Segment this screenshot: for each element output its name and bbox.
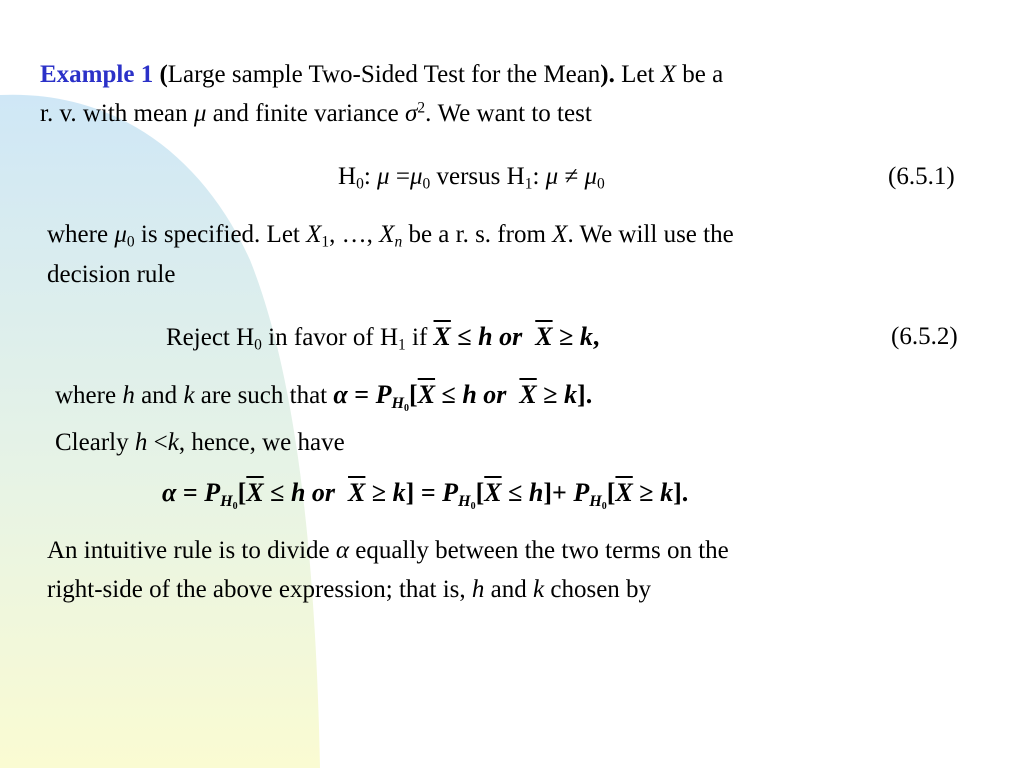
subscript: 1 — [524, 175, 533, 193]
text: where — [55, 382, 117, 409]
text: if — [412, 324, 428, 351]
var-h: h — [528, 478, 544, 507]
bracket: [ — [237, 478, 247, 507]
var-h: h — [462, 380, 477, 409]
subscript: 0 — [404, 402, 410, 414]
prob-p: P — [375, 380, 392, 409]
var-k: k — [167, 429, 179, 456]
text: . We want to test — [425, 100, 592, 127]
or-word: or — [311, 478, 336, 507]
var-x: X — [660, 61, 676, 88]
subscript: 1 — [321, 233, 330, 251]
h-symbol: H — [220, 492, 233, 510]
example-title: Large sample Two-Sided Test for the Mean — [167, 61, 601, 88]
subscript: 0 — [601, 500, 607, 512]
text: right-side of the above expression; that is, — [47, 576, 466, 603]
mu-symbol: μ — [377, 163, 390, 190]
le-sign: ≤ — [508, 478, 523, 507]
superscript: 2 — [417, 99, 426, 117]
mu-symbol: μ — [193, 100, 207, 127]
var-k: k — [564, 380, 578, 409]
bracket: ] — [405, 478, 415, 507]
text: be a — [682, 61, 724, 88]
var-h: h — [122, 382, 135, 409]
alpha-symbol: α — [162, 478, 177, 507]
example-label: Example 1 — [40, 61, 154, 88]
x-bar: $\overline{X}$ — [519, 380, 537, 409]
text: in favor of H — [268, 324, 398, 351]
subscript: 0 — [232, 500, 238, 512]
text: and finite variance — [212, 100, 399, 127]
equals-sign: = — [354, 380, 370, 409]
text: Clearly — [55, 429, 129, 456]
bracket: ] — [543, 478, 553, 507]
alpha-symbol: α — [335, 537, 349, 564]
clearly-line — [55, 428, 345, 458]
equals-sign: = — [182, 478, 198, 507]
text: chosen by — [550, 576, 652, 603]
subscript: 0 — [470, 500, 476, 512]
text: are such that — [200, 382, 328, 409]
bracket: [ — [606, 478, 616, 507]
para2-line-2: decision rule — [47, 261, 176, 288]
mu-symbol: μ — [114, 221, 127, 248]
subscript: 1 — [398, 336, 406, 354]
bracket: [ — [475, 478, 485, 507]
prob-p: P — [204, 478, 221, 507]
ge-sign: ≥ — [543, 380, 558, 409]
prob-p: P — [573, 478, 590, 507]
x-bar: $\overline{X}$ — [417, 380, 436, 409]
comma: , — [592, 322, 600, 351]
big-equation — [162, 478, 689, 512]
equals-sign: = — [420, 478, 436, 507]
subscript: 0 — [422, 175, 431, 193]
x-bar: $\overline{X}$ — [246, 478, 264, 507]
x-bar: $\overline{X}$ — [348, 478, 366, 507]
plus-sign: + — [552, 478, 567, 507]
x-bar: $\overline{X}$ — [433, 322, 451, 351]
decision-rule — [166, 322, 599, 353]
text: is specified. Let — [140, 221, 300, 248]
var-h: h — [134, 429, 148, 456]
text: . We will use the — [567, 221, 734, 248]
var-k: k — [533, 576, 545, 603]
subscript: 0 — [126, 233, 135, 251]
equation-number-6-5-1: (6.5.1) — [888, 163, 955, 190]
x-bar: $\overline{X}$ — [484, 478, 502, 507]
h-symbol: H — [458, 492, 471, 510]
text: , hence, we have — [178, 429, 345, 456]
h-symbol: H — [338, 163, 357, 190]
mu-symbol: μ — [409, 163, 423, 190]
var-x: X — [306, 221, 322, 248]
text: be a r. s. from — [408, 221, 546, 248]
closing-line-2 — [47, 575, 651, 605]
text: , …, — [329, 221, 373, 248]
text: and — [490, 576, 527, 603]
var-x: X — [552, 221, 568, 248]
bracket: ]. — [577, 380, 593, 409]
example-line-2 — [40, 99, 592, 129]
mu-symbol: μ — [584, 163, 598, 190]
subscript: 0 — [254, 336, 262, 354]
para2-line-1 — [47, 220, 734, 250]
or-word: or — [483, 380, 507, 409]
subscript: 0 — [597, 175, 605, 193]
var-k: k — [392, 478, 406, 507]
equation-number-6-5-2: (6.5.2) — [891, 323, 958, 350]
sigma-symbol: σ — [404, 100, 418, 127]
var-x: X — [379, 221, 395, 248]
bracket: [ — [409, 380, 418, 409]
ge-sign: ≥ — [371, 478, 387, 507]
where-hk-line — [55, 380, 593, 414]
h-symbol: H — [589, 492, 602, 510]
text: Let — [621, 61, 655, 88]
text: Reject H — [166, 324, 255, 351]
x-bar: $\overline{X}$ — [615, 478, 633, 507]
not-equal-sign: ≠ — [564, 163, 579, 190]
var-k: k — [579, 322, 593, 351]
lt-sign: < — [153, 429, 168, 456]
ge-sign: ≥ — [639, 478, 654, 507]
text: An intuitive rule is to divide — [47, 537, 330, 564]
example-heading-line: Example 1 (Large sample Two-Sided Test for the Mean). Let X be a — [40, 61, 724, 88]
text: equally between the two terms on the — [355, 537, 729, 564]
hypotheses-equation: $H_0$: $\mu =\mu_0$ versus $H_1$: $\mu \ne \mu_0$ — [338, 163, 605, 193]
text: versus — [436, 163, 501, 190]
prob-p: P — [442, 478, 459, 507]
le-sign: ≤ — [441, 380, 456, 409]
var-h: h — [471, 576, 485, 603]
text: where — [47, 221, 109, 248]
subscript: 0 — [356, 175, 364, 193]
le-sign: ≤ — [270, 478, 285, 507]
h-symbol: H — [391, 394, 405, 412]
bracket: ]. — [673, 478, 689, 507]
equals-sign: = — [395, 163, 410, 190]
var-h: h — [478, 322, 493, 351]
le-sign: ≤ — [457, 322, 472, 351]
closing-line-1 — [47, 536, 729, 566]
ge-sign: ≥ — [559, 322, 574, 351]
x-bar: $\overline{X}$ — [535, 322, 553, 351]
text: r. v. with mean — [40, 100, 188, 127]
h-symbol: H — [506, 163, 525, 190]
text: and — [141, 382, 178, 409]
var-k: k — [660, 478, 674, 507]
var-k: k — [183, 382, 195, 409]
mu-symbol: μ — [545, 163, 559, 190]
subscript-n: n — [394, 233, 403, 251]
or-word: or — [499, 322, 523, 351]
var-h: h — [290, 478, 306, 507]
alpha-symbol: α — [333, 380, 348, 409]
